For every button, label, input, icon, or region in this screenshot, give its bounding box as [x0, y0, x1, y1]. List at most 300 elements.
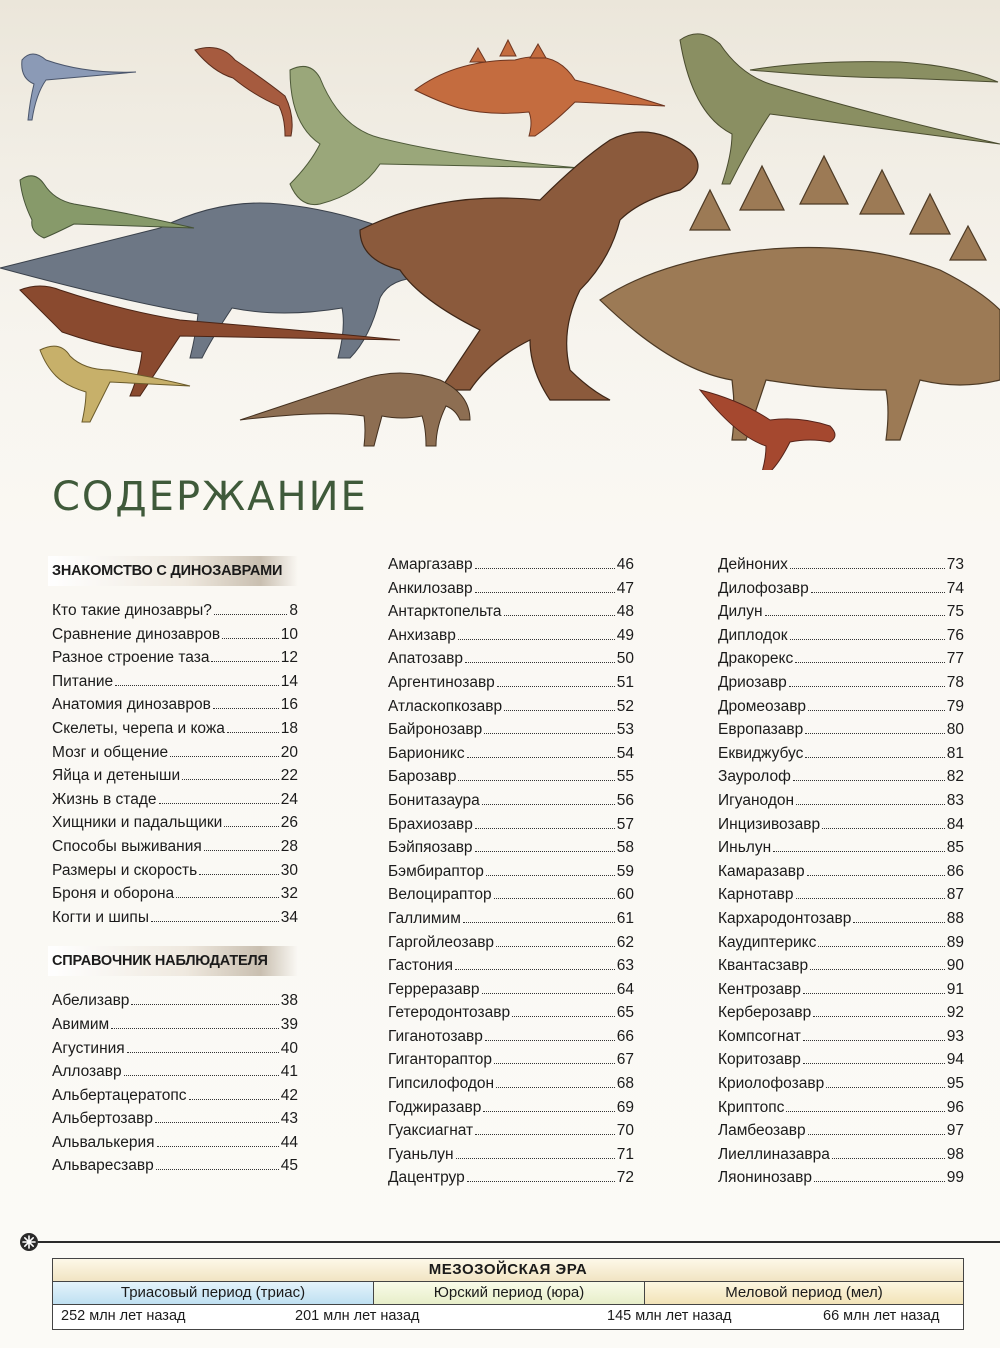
dot-leader: [483, 1111, 614, 1112]
dot-leader: [814, 1181, 945, 1182]
dot-leader: [127, 1052, 279, 1053]
toc-entry-page: 96: [946, 1098, 964, 1116]
toc-entry[interactable]: [718, 863, 964, 887]
toc-entry-title: Альбертозавр: [52, 1110, 154, 1128]
dot-leader: [475, 851, 615, 852]
dot-leader: [458, 639, 615, 640]
toc-entry-page: 97: [946, 1122, 964, 1140]
toc-entry-title: Камаразавр: [718, 862, 805, 880]
toc-entry-title: Абелизавр: [52, 992, 130, 1010]
dot-leader: [211, 661, 278, 662]
toc-entry-page: 10: [280, 625, 298, 643]
toc-entry-page: 65: [616, 1004, 634, 1022]
toc-entry-title: Гуаньлун: [388, 1145, 454, 1163]
toc-entry-title: Дилун: [718, 603, 763, 621]
toc-entry-title: Яйца и детеныши: [52, 767, 181, 785]
dot-leader: [124, 1075, 279, 1076]
toc-entry-title: Компсогнат: [718, 1027, 801, 1045]
toc-entry-title: Диплодок: [718, 626, 788, 644]
toc-entry-title: Способы выживания: [52, 837, 202, 855]
toc-entry-title: Кархародонтозавр: [718, 909, 852, 927]
toc-entry[interactable]: [52, 626, 298, 650]
dot-leader: [790, 639, 945, 640]
toc-entry[interactable]: [52, 1040, 298, 1064]
dot-leader: [803, 1040, 945, 1041]
dot-leader: [111, 1028, 279, 1029]
section-banner-guide: СПРАВОЧНИК НАБЛЮДАТЕЛЯ: [48, 946, 298, 976]
toc-column-2: [388, 556, 634, 1193]
toc-entry-title: Дракорекс: [718, 650, 794, 668]
toc-entry-title: Еквиджубус: [718, 744, 804, 762]
toc-entry[interactable]: [388, 910, 634, 934]
toc-entry-page: 67: [616, 1051, 634, 1069]
toc-entry-title: Карнотавр: [718, 886, 794, 904]
dot-leader: [199, 874, 279, 875]
toc-entry[interactable]: [388, 957, 634, 981]
toc-entry[interactable]: [718, 556, 964, 580]
toc-entry[interactable]: [388, 698, 634, 722]
toc-entry[interactable]: [388, 816, 634, 840]
dot-leader: [170, 756, 279, 757]
toc-entry-title: Бонитазаура: [388, 791, 480, 809]
toc-entry[interactable]: [718, 1075, 964, 1099]
toc-entry-title: Криолофозавр: [718, 1075, 825, 1093]
toc-entry-title: Апатозавр: [388, 650, 463, 668]
toc-entry-title: Анатомия динозавров: [52, 696, 211, 714]
dot-leader: [496, 946, 615, 947]
toc-entry-page: 56: [616, 791, 634, 809]
toc-entry-page: 32: [280, 885, 298, 903]
dot-leader: [486, 875, 615, 876]
toc-entry[interactable]: [718, 816, 964, 840]
toc-entry-title: Хищники и падальщики: [52, 814, 223, 832]
toc-entry[interactable]: [52, 767, 298, 791]
toc-entry[interactable]: [718, 981, 964, 1005]
toc-entry-title: Лиеллиназавра: [718, 1145, 830, 1163]
toc-entry[interactable]: [52, 1110, 298, 1134]
toc-entry-title: Коритозавр: [718, 1051, 801, 1069]
toc-entry-title: Гиганторaптор: [388, 1051, 493, 1069]
toc-entry-page: 91: [946, 980, 964, 998]
dot-leader: [151, 921, 279, 922]
section-banner-intro: ЗНАКОМСТВО С ДИНОЗАВРАМИ: [48, 556, 298, 586]
toc-entry-page: 26: [280, 814, 298, 832]
toc-entry-page: 74: [946, 579, 964, 597]
toc-entry-page: 68: [616, 1075, 634, 1093]
toc-entry-title: Гипсилофодон: [388, 1075, 495, 1093]
dot-leader: [204, 850, 279, 851]
toc-entry-title: Дейноних: [718, 556, 788, 573]
toc-entry-page: 79: [946, 697, 964, 715]
toc-entry[interactable]: [52, 696, 298, 720]
toc-column-3: [718, 556, 964, 1193]
toc-entry-page: 18: [280, 719, 298, 737]
toc-entry-title: Квантасзавр: [718, 957, 809, 975]
toc-entry-page: 24: [280, 790, 298, 808]
toc-entry-page: 51: [616, 673, 634, 691]
toc-entry-page: 46: [616, 556, 634, 573]
dot-leader: [811, 592, 945, 593]
toc-entry-page: 63: [616, 957, 634, 975]
toc-entry[interactable]: [388, 1028, 634, 1052]
toc-entry-title: Дромеозавр: [718, 697, 807, 715]
toc-entry[interactable]: [718, 1099, 964, 1123]
toc-entry-title: Гетеродонтозавр: [388, 1004, 511, 1022]
toc-entry-title: Барозавр: [388, 768, 457, 786]
toc-entry-page: 72: [616, 1169, 634, 1187]
toc-entry[interactable]: [388, 1099, 634, 1123]
toc-entry-page: 90: [946, 957, 964, 975]
toc-entry-page: 54: [616, 744, 634, 762]
toc-entry[interactable]: [52, 1016, 298, 1040]
dot-leader: [790, 568, 945, 569]
toc-entry-title: Байронозавр: [388, 721, 483, 739]
toc-entry[interactable]: [52, 862, 298, 886]
toc-entry-title: Мозг и общение: [52, 743, 169, 761]
toc-entry-page: 88: [946, 909, 964, 927]
dinosaurs-illustration: [0, 0, 1000, 470]
dot-leader: [475, 592, 615, 593]
dot-leader: [808, 1134, 945, 1135]
dot-leader: [832, 1158, 945, 1159]
toc-entry[interactable]: [718, 650, 964, 674]
toc-entry-page: 87: [946, 886, 964, 904]
toc-entry[interactable]: [718, 1028, 964, 1052]
toc-entry[interactable]: [52, 1087, 298, 1111]
dot-leader: [853, 922, 944, 923]
toc-entry-title: Годжиразавр: [388, 1098, 482, 1116]
toc-entry[interactable]: [388, 650, 634, 674]
toc-entry[interactable]: [388, 839, 634, 863]
toc-entry-page: 94: [946, 1051, 964, 1069]
toc-entry-title: Разное строение таза: [52, 649, 210, 667]
toc-entry[interactable]: [52, 791, 298, 815]
toc-entry[interactable]: [52, 602, 298, 626]
dot-leader: [115, 685, 279, 686]
dot-leader: [156, 1169, 279, 1170]
dot-leader: [458, 780, 614, 781]
asterisk-icon: [19, 1232, 39, 1252]
toc-entry[interactable]: [388, 721, 634, 745]
dot-leader: [482, 993, 615, 994]
period-cretaceous: Меловой период (мел): [645, 1282, 963, 1304]
toc-entry[interactable]: [388, 1146, 634, 1170]
toc-entry[interactable]: [388, 981, 634, 1005]
period-jurassic: Юрский период (юра): [374, 1282, 645, 1304]
dot-leader: [496, 1087, 615, 1088]
toc-entry-page: 48: [616, 603, 634, 621]
toc-entry[interactable]: [388, 1051, 634, 1075]
toc-entry-page: 57: [616, 815, 634, 833]
toc-entry-title: Авимим: [52, 1015, 110, 1033]
ages-row: [52, 1305, 964, 1330]
toc-entry-page: 50: [616, 650, 634, 668]
toc-entry-page: 89: [946, 933, 964, 951]
dot-leader: [808, 710, 945, 711]
toc-entry[interactable]: [388, 792, 634, 816]
toc-entry[interactable]: [718, 580, 964, 604]
toc-entry[interactable]: [718, 934, 964, 958]
toc-entry-page: 44: [280, 1133, 298, 1151]
toc-entry-page: 82: [946, 768, 964, 786]
toc-entry-page: 76: [946, 626, 964, 644]
mesozoic-timeline: [52, 1258, 964, 1330]
toc-entry[interactable]: [388, 745, 634, 769]
toc-entry[interactable]: [388, 580, 634, 604]
toc-entry-page: 70: [616, 1122, 634, 1140]
toc-entry[interactable]: [718, 1169, 964, 1193]
dot-leader: [455, 969, 615, 970]
toc-entry-title: Альбертацератопс: [52, 1086, 187, 1104]
toc-entry-title: Брахиозавр: [388, 815, 473, 833]
toc-entry-page: 75: [946, 603, 964, 621]
dot-leader: [805, 733, 945, 734]
dot-leader: [803, 1063, 945, 1064]
toc-entry-title: Инцизивозавр: [718, 815, 821, 833]
toc-entry-page: 83: [946, 791, 964, 809]
toc-entry[interactable]: [388, 1075, 634, 1099]
timeline-divider: [38, 1241, 1000, 1243]
toc-entry-page: 81: [946, 744, 964, 762]
period-triassic: Триасовый период (триас): [53, 1282, 374, 1304]
dot-leader: [497, 686, 615, 687]
dot-leader: [504, 615, 615, 616]
toc-entry-title: Бэмбираптор: [388, 862, 484, 880]
toc-entry[interactable]: [388, 863, 634, 887]
age-label: 201 млн лет назад: [295, 1308, 420, 1324]
dot-leader: [227, 732, 279, 733]
toc-entry-page: 30: [280, 861, 298, 879]
toc-entry[interactable]: [718, 1122, 964, 1146]
toc-entry[interactable]: [718, 721, 964, 745]
toc-entry-page: 38: [280, 992, 298, 1010]
toc-entry-page: 43: [280, 1110, 298, 1128]
toc-entry[interactable]: [388, 1169, 634, 1193]
toc-entry[interactable]: [388, 934, 634, 958]
toc-entry-title: Питание: [52, 672, 114, 690]
toc-list-guide: [52, 992, 298, 1181]
dot-leader: [456, 1158, 615, 1159]
age-label: 66 млн лет назад: [823, 1308, 940, 1324]
toc-entry-title: Сравнение динозавров: [52, 625, 221, 643]
toc-entry-title: Ляонинозавр: [718, 1169, 812, 1187]
toc-entry-title: Анхизавр: [388, 626, 456, 644]
dot-leader: [131, 1004, 278, 1005]
toc-entry[interactable]: [52, 838, 298, 862]
dot-leader: [465, 662, 615, 663]
toc-entry[interactable]: [52, 673, 298, 697]
dot-leader: [813, 1016, 945, 1017]
toc-entry-page: 71: [616, 1145, 634, 1163]
toc-entry-title: Анкилозавр: [388, 579, 473, 597]
age-label: 252 млн лет назад: [61, 1308, 186, 1324]
toc-entry-title: Аргентинозавр: [388, 673, 495, 691]
dot-leader: [803, 993, 945, 994]
toc-entry-page: 16: [280, 696, 298, 714]
toc-entry-page: 64: [616, 980, 634, 998]
toc-entry-page: 59: [616, 862, 634, 880]
dot-leader: [810, 969, 945, 970]
toc-entry[interactable]: [388, 603, 634, 627]
dot-leader: [222, 638, 279, 639]
toc-entry-title: Зауролоф: [718, 768, 791, 786]
toc-entry-page: 28: [280, 837, 298, 855]
toc-entry-page: 93: [946, 1027, 964, 1045]
dot-leader: [789, 686, 945, 687]
toc-entry-page: 95: [946, 1075, 964, 1093]
toc-entry-page: 99: [946, 1169, 964, 1187]
toc-entry-page: 53: [616, 721, 634, 739]
toc-entry-page: 77: [946, 650, 964, 668]
toc-entry-title: Антарктопельта: [388, 603, 502, 621]
toc-entry-page: 92: [946, 1004, 964, 1022]
dot-leader: [482, 804, 615, 805]
page-title: СОДЕРЖАНИЕ: [52, 474, 368, 520]
toc-entry-page: 14: [280, 672, 298, 690]
toc-entry[interactable]: [718, 627, 964, 651]
dot-leader: [826, 1087, 945, 1088]
toc-entry-page: 60: [616, 886, 634, 904]
dot-leader: [182, 779, 279, 780]
era-label: МЕЗОЗОЙСКАЯ ЭРА: [52, 1258, 964, 1281]
toc-entry[interactable]: [718, 745, 964, 769]
dot-leader: [796, 804, 945, 805]
dot-leader: [805, 757, 944, 758]
toc-entry-page: 62: [616, 933, 634, 951]
dot-leader: [786, 1111, 944, 1112]
toc-list-col2: [388, 556, 634, 1193]
toc-entry-title: Альвалькерия: [52, 1133, 155, 1151]
toc-entry-title: Размеры и скорость: [52, 861, 198, 879]
toc-entry[interactable]: [388, 674, 634, 698]
toc-entry-page: 84: [946, 815, 964, 833]
dot-leader: [765, 615, 945, 616]
toc-entry-title: Барионикс: [388, 744, 465, 762]
toc-entry[interactable]: [52, 744, 298, 768]
toc-entry-title: Броня и оборона: [52, 885, 175, 903]
toc-entry-title: Кто такие динозавры?: [52, 602, 212, 619]
toc-entry[interactable]: [718, 839, 964, 863]
toc-entry[interactable]: [52, 1063, 298, 1087]
toc-entry-title: Аллозавр: [52, 1063, 122, 1081]
toc-entry-title: Жизнь в стаде: [52, 790, 157, 808]
toc-entry[interactable]: [718, 603, 964, 627]
toc-entry-title: Гастония: [388, 957, 454, 975]
toc-entry[interactable]: [388, 1004, 634, 1028]
toc-entry-title: Альваресзавр: [52, 1157, 154, 1175]
toc-list-intro: [52, 602, 298, 932]
toc-entry-title: Амаргазавр: [388, 556, 473, 573]
dot-leader: [159, 803, 279, 804]
toc-entry-title: Иньлун: [718, 839, 772, 857]
toc-entry[interactable]: [718, 674, 964, 698]
toc-entry[interactable]: [52, 909, 298, 933]
toc-entry-page: 86: [946, 862, 964, 880]
toc-entry[interactable]: [388, 1122, 634, 1146]
toc-entry-title: Когти и шипы: [52, 908, 149, 926]
toc-entry[interactable]: [718, 1051, 964, 1075]
toc-entry[interactable]: [718, 1004, 964, 1028]
dot-leader: [224, 826, 278, 827]
toc-entry-title: Герреразавр: [388, 980, 480, 998]
toc-entry-page: 78: [946, 673, 964, 691]
toc-entry[interactable]: [52, 1134, 298, 1158]
toc-entry-page: 41: [280, 1063, 298, 1081]
toc-entry-page: 61: [616, 909, 634, 927]
toc-entry[interactable]: [718, 698, 964, 722]
periods-row: [52, 1281, 964, 1305]
dot-leader: [463, 922, 615, 923]
toc-entry[interactable]: [718, 910, 964, 934]
toc-entry-title: Бэйпяозавр: [388, 839, 473, 857]
toc-entry[interactable]: [718, 1146, 964, 1170]
toc-entry[interactable]: [52, 720, 298, 744]
toc-entry[interactable]: [718, 792, 964, 816]
toc-entry-title: Европазавр: [718, 721, 804, 739]
toc-entry-page: 98: [946, 1145, 964, 1163]
toc-entry-page: 58: [616, 839, 634, 857]
toc-entry-title: Дриозавр: [718, 673, 787, 691]
toc-entry[interactable]: [388, 556, 634, 580]
toc-entry-page: 8: [289, 602, 298, 619]
toc-entry[interactable]: [52, 649, 298, 673]
toc-entry[interactable]: [718, 957, 964, 981]
toc-entry-title: Гаргойлеозавр: [388, 933, 495, 951]
toc-entry-page: 49: [616, 626, 634, 644]
toc-entry-title: Велоцираптор: [388, 886, 492, 904]
dot-leader: [485, 1040, 615, 1041]
toc-entry[interactable]: [388, 886, 634, 910]
dot-leader: [822, 828, 945, 829]
toc-entry[interactable]: [388, 768, 634, 792]
toc-entry-page: 22: [280, 767, 298, 785]
dot-leader: [494, 1063, 615, 1064]
dot-leader: [795, 662, 944, 663]
toc-entry[interactable]: [388, 627, 634, 651]
toc-entry[interactable]: [52, 992, 298, 1016]
dot-leader: [807, 875, 945, 876]
toc-entry-page: 52: [616, 697, 634, 715]
toc-entry-page: 85: [946, 839, 964, 857]
dot-leader: [504, 710, 615, 711]
toc-column-1: [52, 556, 298, 1181]
dot-leader: [467, 1181, 615, 1182]
toc-entry[interactable]: [718, 886, 964, 910]
dot-leader: [796, 898, 945, 899]
toc-entry-page: 45: [280, 1157, 298, 1175]
toc-entry[interactable]: [52, 885, 298, 909]
toc-entry-title: Гуаксиагнат: [388, 1122, 474, 1140]
dot-leader: [484, 733, 614, 734]
dot-leader: [773, 851, 945, 852]
toc-entry-page: 20: [280, 743, 298, 761]
dot-leader: [512, 1016, 615, 1017]
toc-entry-title: Керберозавр: [718, 1004, 812, 1022]
toc-entry[interactable]: [52, 1157, 298, 1181]
toc-entry-page: 69: [616, 1098, 634, 1116]
toc-entry-title: Скелеты, черепа и кожа: [52, 719, 225, 737]
toc-entry-title: Каудиптерикс: [718, 933, 817, 951]
age-label: 145 млн лет назад: [607, 1308, 732, 1324]
toc-entry-page: 55: [616, 768, 634, 786]
toc-entry-page: 73: [946, 556, 964, 573]
toc-entry[interactable]: [718, 768, 964, 792]
toc-entry-title: Ламбеозавр: [718, 1122, 806, 1140]
dot-leader: [818, 946, 944, 947]
toc-entry-title: Галлимим: [388, 909, 461, 927]
toc-entry-title: Гиганотозавр: [388, 1027, 483, 1045]
toc-entry[interactable]: [52, 814, 298, 838]
